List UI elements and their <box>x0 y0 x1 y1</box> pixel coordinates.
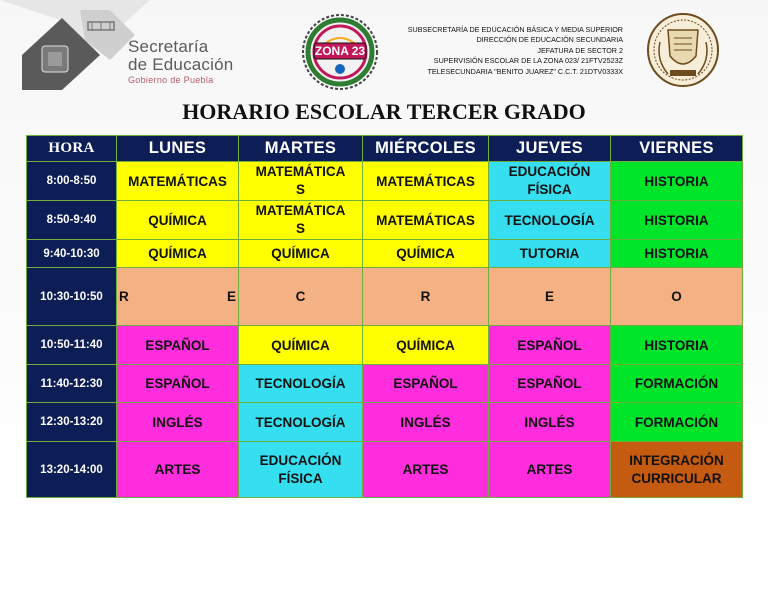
logo-line-1: Secretaría <box>128 37 209 56</box>
time-cell: 10:50-11:40 <box>27 326 117 365</box>
subject-cell <box>611 442 743 498</box>
recess-cell: E <box>489 268 611 326</box>
table-row <box>27 240 743 268</box>
subject-line-2: S <box>295 221 305 236</box>
page-title: HORARIO ESCOLAR TERCER GRADO <box>182 99 586 124</box>
subject-line-2: FÍSICA <box>278 470 323 486</box>
recess-cell <box>117 268 239 326</box>
subject-cell <box>239 162 363 201</box>
puebla-shield-icon <box>42 46 68 72</box>
time-cell: 11:40-12:30 <box>27 365 117 403</box>
info-line: JEFATURA DE SECTOR 2 <box>537 45 623 55</box>
recess-letter: R <box>119 289 129 304</box>
logo-line-2: de Educación <box>128 55 234 74</box>
subject-cell: ESPAÑOL <box>117 365 239 403</box>
subject-cell <box>239 201 363 240</box>
subject-cell: ESPAÑOL <box>489 365 611 403</box>
subject-cell: INGLÉS <box>489 403 611 442</box>
recess-row <box>27 268 743 326</box>
table-row <box>27 442 743 498</box>
subject-cell <box>489 162 611 201</box>
subject-cell: ARTES <box>363 442 489 498</box>
subject-cell: QUÍMICA <box>239 240 363 268</box>
subject-cell: HISTORIA <box>611 240 743 268</box>
table-row <box>27 403 743 442</box>
time-cell: 8:00-8:50 <box>27 162 117 201</box>
subject-cell: FORMACIÓN <box>611 365 743 403</box>
table-row <box>27 162 743 201</box>
recess-cell: O <box>611 268 743 326</box>
subject-line-2: CURRICULAR <box>631 470 722 486</box>
subject-cell: ARTES <box>489 442 611 498</box>
subject-cell: HISTORIA <box>611 326 743 365</box>
info-line: TELESECUNDARIA "BENITO JUAREZ" C.C.T. 21DTV0333X <box>427 66 623 76</box>
school-crest-icon <box>646 12 720 88</box>
table-row <box>27 365 743 403</box>
subject-cell: ESPAÑOL <box>489 326 611 365</box>
subject-cell: TECNOLOGÍA <box>239 365 363 403</box>
header-lunes: LUNES <box>117 136 239 162</box>
subject-line-1: MATEMÁTICA <box>255 164 346 179</box>
subject-cell: FORMACIÓN <box>611 403 743 442</box>
table-row <box>27 326 743 365</box>
subject-cell: TECNOLOGÍA <box>239 403 363 442</box>
subject-cell: MATEMÁTICAS <box>117 162 239 201</box>
time-cell: 9:40-10:30 <box>27 240 117 268</box>
info-line: SUBSECRETARÍA DE EDUCACIÓN BÁSICA Y MEDIA SUPERIOR <box>407 25 623 34</box>
schedule-table <box>26 135 743 498</box>
subject-cell: HISTORIA <box>611 201 743 240</box>
subject-line-2: FÍSICA <box>527 182 572 197</box>
subject-line-2: S <box>295 182 305 197</box>
subject-cell: QUÍMICA <box>239 326 363 365</box>
table-row <box>27 201 743 240</box>
info-line: SUPERVISIÓN ESCOLAR DE LA ZONA 023/ 21FTV2523Z <box>433 56 623 66</box>
subject-cell: TECNOLOGÍA <box>489 201 611 240</box>
subject-cell: QUÍMICA <box>117 240 239 268</box>
time-cell: 8:50-9:40 <box>27 201 117 240</box>
logo-line-3: Gobierno de Puebla <box>128 75 214 85</box>
recess-cell: R <box>363 268 489 326</box>
subject-line-1: EDUCACIÓN <box>508 164 591 179</box>
institution-info <box>383 25 623 77</box>
header-hora: HORA <box>27 136 117 162</box>
subject-cell: QUÍMICA <box>363 240 489 268</box>
recess-cell: C <box>239 268 363 326</box>
subject-cell: ESPAÑOL <box>117 326 239 365</box>
subject-cell: MATEMÁTICAS <box>363 201 489 240</box>
zona-23-seal-icon <box>300 12 380 92</box>
subject-line-1: MATEMÁTICA <box>255 203 346 218</box>
info-line: DIRECCIÓN DE EDUCACIÓN SECUNDARIA <box>476 35 623 45</box>
subject-cell: QUÍMICA <box>363 326 489 365</box>
time-cell: 13:20-14:00 <box>27 442 117 498</box>
subject-cell: MATEMÁTICAS <box>363 162 489 201</box>
time-cell: 12:30-13:20 <box>27 403 117 442</box>
subject-cell: ARTES <box>117 442 239 498</box>
header-viernes: VIERNES <box>611 136 743 162</box>
subject-cell: ESPAÑOL <box>363 365 489 403</box>
subject-cell: QUÍMICA <box>117 201 239 240</box>
recess-letter: E <box>226 289 236 304</box>
header-jueves: JUEVES <box>489 136 611 162</box>
secretaria-logo <box>128 38 233 85</box>
time-cell: 10:30-10:50 <box>27 268 117 326</box>
subject-cell: INGLÉS <box>117 403 239 442</box>
subject-line-1: INTEGRACIÓN <box>629 452 724 468</box>
subject-cell <box>239 442 363 498</box>
subject-cell: HISTORIA <box>611 162 743 201</box>
building-icon <box>88 22 114 30</box>
subject-cell: INGLÉS <box>363 403 489 442</box>
header-row <box>27 136 743 162</box>
header-miercoles: MIÉRCOLES <box>363 136 489 162</box>
zona-label: ZONA 23 <box>314 44 366 58</box>
subject-line-1: EDUCACIÓN <box>259 452 342 468</box>
subject-cell: TUTORIA <box>489 240 611 268</box>
header-martes: MARTES <box>239 136 363 162</box>
